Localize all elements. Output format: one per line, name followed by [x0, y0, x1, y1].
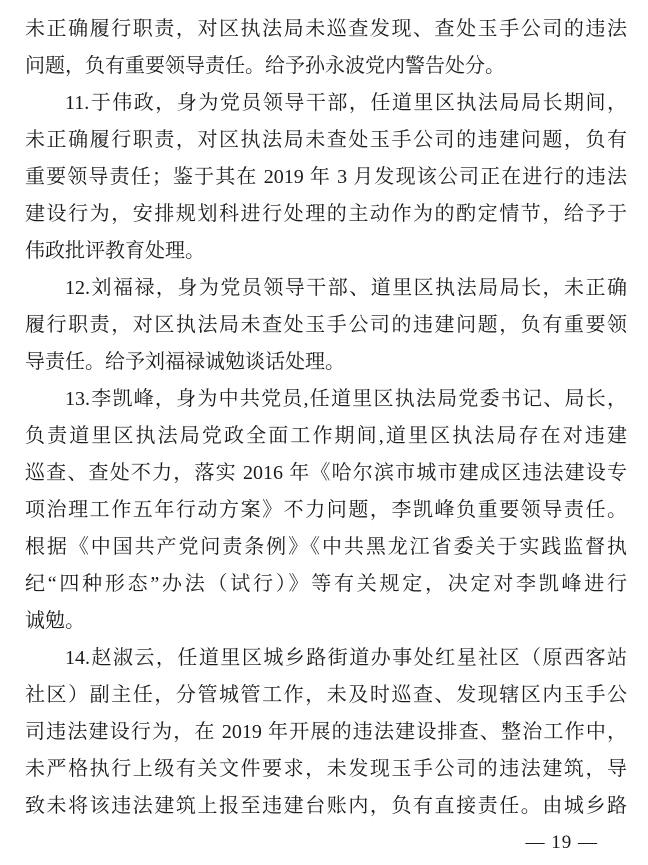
text-line: 未严格执行上级有关文件要求，未发现玉手公司的违法建筑，导	[25, 758, 627, 780]
text-line: 未正确履行职责，对区执法局未查处玉手公司的违建问题，负有	[25, 129, 627, 151]
text-line: 问题，负有重要领导责任。给予孙永波党内警告处分。	[25, 55, 505, 77]
text-line: 未正确履行职责，对区执法局未巡查发现、查处玉手公司的违法	[25, 18, 627, 40]
text-line: 致未将该违法建筑上报至违建台账内，负有直接责任。由城乡路	[25, 795, 627, 817]
page-number: — 19 —	[525, 832, 598, 853]
text-line: 纪“四种形态”办法（试行）》等有关规定，决定对李凯峰进行	[25, 573, 627, 595]
text-line: 社区）副主任，分管城管工作，未及时巡查、发现辖区内玉手公	[25, 684, 627, 706]
text-line: 巡查、查处不力，落实 2016 年《哈尔滨市城市建成区违法建设专	[25, 462, 627, 484]
text-line: 负责道里区执法局党政全面工作期间,道里区执法局存在对违建	[25, 425, 627, 447]
text-line: 12.刘福禄，身为党员领导干部、道里区执法局局长，未正确	[65, 277, 627, 299]
text-line: 导责任。给予刘福禄诚勉谈话处理。	[25, 351, 345, 373]
text-line: 11.于伟政，身为党员领导干部，任道里区执法局局长期间，	[65, 92, 627, 114]
text-line: 司违法建设行为，在 2019 年开展的违法建设排查、整治工作中，	[25, 721, 627, 743]
document-text-block	[25, 11, 627, 825]
text-line: 根据《中国共产党问责条例》《中共黑龙江省委关于实践监督执	[25, 536, 627, 558]
text-line: 14.赵淑云，任道里区城乡路街道办事处红星社区（原西客站	[65, 647, 627, 669]
text-line: 伟政批评教育处理。	[25, 240, 205, 262]
text-line: 建设行为，安排规划科进行处理的主动作为的酌定情节，给予于	[25, 203, 627, 225]
text-line: 履行职责，对区执法局未查处玉手公司的违建问题，负有重要领	[25, 314, 627, 336]
text-line: 诚勉。	[25, 610, 85, 632]
text-line: 13.李凯峰，身为中共党员,任道里区执法局党委书记、局长，	[65, 388, 627, 410]
text-line: 重要领导责任；鉴于其在 2019 年 3 月发现该公司正在进行的违法	[25, 166, 627, 188]
text-line: 项治理工作五年行动方案》不力问题，李凯峰负重要领导责任。	[25, 499, 627, 521]
